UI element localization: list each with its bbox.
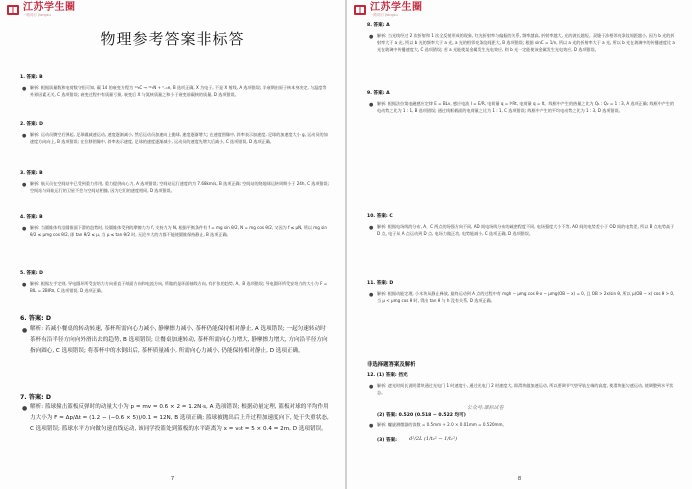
section-title: 非选择题答案及解析 (367, 362, 416, 368)
explanation-text: 解析: 根据左手定则, 导电圆环所受安培力方向垂直于纸面方向和电流方向, 所做的是环面轴线方向, 有扩张的趋势, A、B 选项错误; 导电圆环所受安培力的大小为 F = BIL = 2BIRπ, C 选项错误, D 选项正确。 (30, 281, 328, 294)
bullet-icon: ● (369, 34, 374, 40)
answer-label: 5. 答案: D (20, 271, 43, 276)
bullet-icon: ● (22, 182, 27, 188)
bullet-icon: ● (22, 282, 27, 288)
explanation-text: 解析: 篮球撞击篮板反弹时的动量大小为 p = mv = 0.6 × 2 = 1.2N·s, A 选项错误; 根据动量定理, 篮板对球的平均作用力大小为 F = Δp/Δt = (1.2 − (−0.6 × 5))/0.1 = 12N, B 选项正确; 篮球被抛出后上升过程加速度向下, 处于失重状态, C 选项错误; 篮球水平方向做匀速直线运动, 该同学投篮处到篮板的水平距离为 x = v₀t = 5 × 0.4 = 2m, D 选项错误。 (30, 404, 329, 432)
watermark-stamp: 公众号:课标试卷 (467, 405, 504, 411)
book-logo-icon (353, 3, 367, 17)
page-number: 8 (517, 476, 522, 482)
bullet-icon: ● (369, 102, 374, 108)
bullet-icon: ● (22, 133, 27, 139)
explanation-text: 解析: 当光线经过 2 次折射和 1 次全反射形成的现象, 红光折射率与偏振的关系, 频率越高, 折射率越大, 光的波长越短。双缝干涉相邻亮条纹间距越小, 因为 b 光的折射率大于 a 光, 所以 b 光的频率大于 a 光, a 光的相邻亮条纹间距大, B 选项错误; 根据 sinC = 1/n, 所以 a 光的折射率大于 a 光, 所以 b 光在玻璃中的传播速度比 a 光在玻璃中传播速度大, C 选项错误; 若 a 光能使某金属发生光电效应, 则 b 光一定能使该金属发生光电效应, D 选项错误。 (377, 33, 675, 53)
answer-label: 3. 答案: B (20, 171, 43, 176)
explanation-text: 解析: 根据质量数和电荷数守恒可知, 碳 14 的衰变方程为 ¹⁴₆C → ¹⁴₇N + ⁰₋₁e, B 选项正确, X 为电子, 不是 X 射线, A 选项错误; 半衰期由原子核本身决定, 与温度等外界因素无关, C 选项错误; 衰变过程中有质量亏损, 衰变后 X 与氮核质量之和小于衰变前碳核的质量, D 选项错误。 (30, 85, 327, 98)
answer-label: (2) 答案: 0.520 (0.518 ~ 0.522 均可) (377, 413, 466, 418)
book-logo-icon (6, 3, 20, 17)
answer-label: 10. 答案: C (367, 214, 393, 219)
bullet-icon: ● (369, 225, 374, 231)
answer-label: 4. 答案: B (20, 215, 43, 220)
explanation-text: 解析: 运动员腾空后弹起, 足球做减速运动, 速度逐渐减小, 然后运动员加速向上抛球, 速度逐渐增大; 在速度图像中, 斜率表示加速度, 足球的加速度大小 g, 运动员的加速度方向向上, B 选项错误; 在位移图像中, 斜率表示速度, 足球的速度逐渐减小, 运动员的速度先增大后减小, C 选项错误, D 选项正确。 (30, 132, 328, 145)
bullet-icon: ● (369, 384, 374, 390)
answer-label: 1. 答案: B (20, 75, 43, 80)
answer-label: (3) 答案: (377, 438, 398, 443)
answer-label: 8. 答案: A (367, 23, 390, 28)
brand-tagline: 一路同行 jiangsu (370, 13, 398, 17)
brand-name: 江苏学生圈 (370, 2, 423, 13)
bullet-icon: ● (369, 423, 374, 429)
bullet-icon: ● (22, 86, 27, 92)
answer-label: 11. 答案: D (367, 281, 394, 286)
explanation-text: 解析: 若减小餐桌的转动转速, 茶杯所需向心力减小, 静摩擦力减小, 茶杯仍能保持相对静止, A 选项错误; 一起匀速转动时茶杯有沿半径方向向外滑出去的趋势, B 选项错误; 让餐桌加速转动, 茶杯所需向心力增大, 静摩擦力增大, 方向沿半径方向指向圆心, C 选项错误; 将茶杯中的水倒出后, 茶杯质量减小, 所需向心力减小, 仍能保持相对静止, D 选项正确。 (30, 326, 328, 354)
bullet-icon: ● (22, 226, 27, 232)
explanation-text: 解析: 根据动能定理, 小木块从静止释放, 最终运动到 A 点的过程中有 mgh − μmg cos θ·x − μmg(OB − x) = 0, 且 OB > 2x/sin θ, 所以 μ(OB − x) cos θ > 0, 当 μ < μmg cos θ 时, 得出 tan θ 与 h 没有关系, D 选项正确。 (377, 291, 675, 304)
answer-label: 12. (1) 答案: 挡光 (367, 373, 408, 378)
page-number: 7 (170, 476, 175, 482)
explanation-text: 解析: 遮光时间长说明滑块通过光电门 1 时速度小, 通过光电门 2 时速度大, 即滑块做加速运动, 所以要调节气垫导轨左端的高度, 使滑块能匀速运动, 使调整到水平状态。 (377, 383, 674, 396)
bullet-icon: ● (22, 327, 28, 334)
explanation-text: 解析: 根据法拉第电磁感应定律 E = BLv, 感应电流 I = E/R, 电荷量 q = I²Rt, 电荷量 q = It。线框中产生的热量之比为 Q₁ : Q₂ = 1 : 3, A 选项正确; 线框中产生的电动势之比为 1 : 1, B 选项错误; 通过线框截面的电荷量之比为 1 : 1, C 选项错误; 线框中产生的平均电动势之比为 1 : 3, D 选项错误。 (377, 101, 675, 114)
brand-tagline: 一路同行 jiangsu (23, 13, 51, 17)
page-left (0, 0, 345, 489)
answer-label: 6. 答案: D (20, 315, 51, 322)
brand-logo (353, 3, 423, 18)
answer-label: 7. 答案: D (20, 394, 51, 401)
explanation-text: 解析: 当圆锥体有沿圆锥面下滑的趋势时, 设圆锥体受到的摩擦力为 f, 支持力为 N, 根据平衡条件有 f = mg sin θ/2, N = mg cos θ/2, 又因为 f ≤ μN, 所以 mg sin θ/2 ≤ μmg cos θ/2, 即 tan θ/2 ≤ μ, 当 μ ≤ tan θ/2 时, 无论多大的力都不能使圆锥保持静止, B 选项正确。 (30, 225, 327, 238)
explanation-text: 解析: 航天员在空间站中已受到重力作用, 重力提供向心力, A 选项错误; 空间站运行速度约为 7.68km/s, B 选项正确; 空间站的绕地球运转周期小于 24h, C 选项错误; 空间站与同轨运行的卫星不会与空间站相撞, 因为它们的速度相同, D 选项错误。 (30, 181, 330, 194)
page-title: 物理参考答案非标答 (100, 30, 245, 48)
page-right (347, 0, 692, 489)
explanation-text: 解析: 根据电场线的分布, A、C 两点的场强方向不同, AD 间电场线分布的疏密程度不同, 电场强度大小不等, AO 间的电势差小于 OD 间的电势差, 所以 B 点电势高于 D 点, 电子从 A 点运动到 D 点, 电场力做正功, 电势能减小, C 选项正确, D 选项错误。 (377, 224, 675, 237)
bullet-icon: ● (22, 405, 28, 412)
brand-name: 江苏学生圈 (23, 2, 76, 13)
formula-text: d²/2L (1/t₂² − 1/t₁²) (409, 436, 458, 442)
bullet-icon: ● (369, 292, 374, 298)
brand-logo (6, 3, 76, 18)
answer-label: 2. 答案: D (20, 122, 43, 127)
explanation-text: 解析: 螺旋测微器的读数 = 0.5mm + 2.0 × 0.01mm = 0.520mm。 (377, 422, 507, 427)
answer-label: 9. 答案: A (367, 91, 390, 96)
